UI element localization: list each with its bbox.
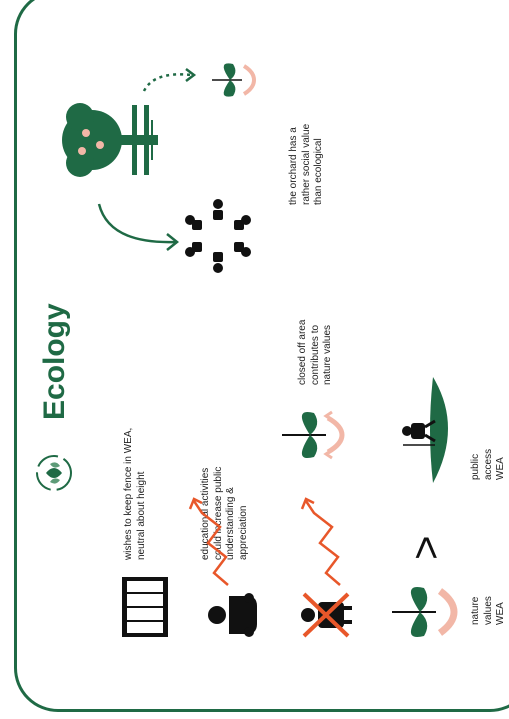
section-title: Ecology	[38, 303, 71, 420]
leaves-logo-icon	[34, 450, 74, 496]
greater-than-icon: >	[402, 535, 449, 560]
closed-note-line-2: contributes to	[309, 324, 321, 385]
dotted-arrow-icon	[140, 65, 200, 95]
public-access-label: public access WEA	[470, 448, 506, 480]
sprout-icon	[280, 410, 350, 460]
orchard-note-line-1: the orchard has a	[288, 127, 299, 205]
fence-note	[123, 360, 148, 560]
orchard-note-line-2: rather social value	[300, 123, 312, 205]
hiker-icon	[395, 375, 465, 485]
fence-icon	[120, 575, 170, 639]
education-note-line-1: educational activities	[200, 467, 211, 560]
education-note-line-4: appreciation	[237, 505, 249, 560]
fence-note-line-1: wishes to keep fence in WEA,	[123, 427, 134, 560]
no-access-person-icon	[298, 590, 354, 640]
community-person-icon	[205, 590, 261, 640]
orchard-note-line-3: than ecological	[313, 138, 324, 205]
sprout-icon	[390, 585, 462, 639]
closed-note-line-1: closed off area	[297, 319, 308, 385]
people-circle-icon	[180, 198, 256, 274]
nature-values-label: nature values WEA	[470, 596, 506, 625]
education-note-line-2: could increase public	[212, 466, 224, 560]
sprout-icon	[210, 60, 260, 100]
closed-area-note	[297, 225, 335, 385]
zigzag-arrow-icon	[188, 495, 234, 590]
zigzag-arrow-icon	[300, 495, 346, 590]
fence-note-line-2: neutral about height	[135, 471, 147, 560]
curved-arrow-icon	[95, 200, 185, 250]
orchard-tree-icon	[52, 85, 162, 195]
education-note-line-3: understanding &	[225, 487, 236, 560]
closed-note-line-3: nature values	[322, 324, 333, 385]
orchard-note	[288, 35, 326, 205]
